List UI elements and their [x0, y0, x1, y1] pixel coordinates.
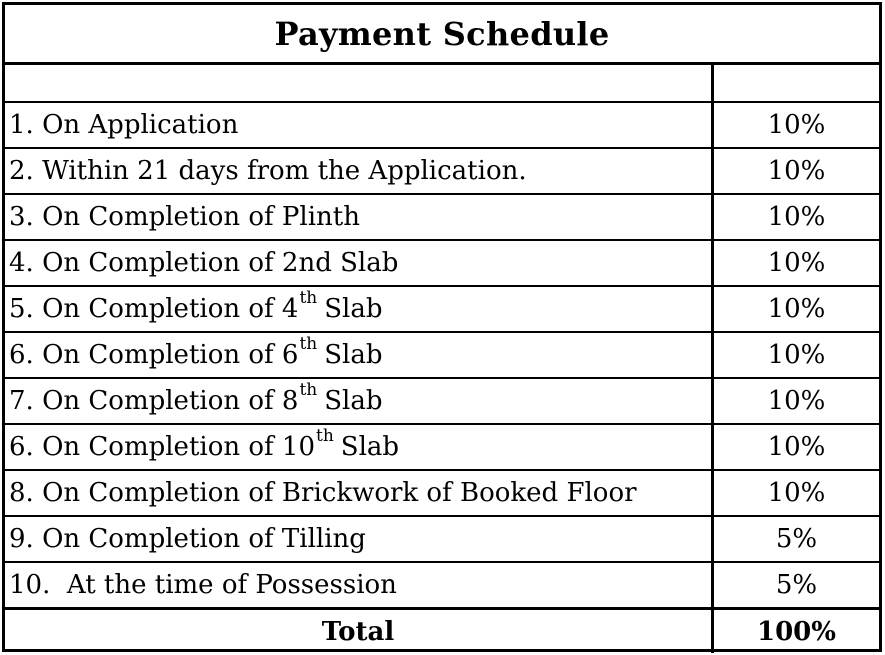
row-label-suffix: Slab — [324, 294, 383, 324]
row-label-prefix: 7. On Completion of 8 — [9, 386, 299, 416]
table-row — [5, 471, 879, 517]
row-value: 10% — [767, 202, 826, 232]
table-row — [5, 195, 879, 241]
row-label: 4. On Completion of 2nd Slab — [5, 241, 714, 285]
row-value: 10% — [767, 386, 826, 416]
payment-schedule-table — [2, 2, 882, 652]
row-label-prefix: 6. On Completion of 10 — [9, 432, 315, 462]
table-row — [5, 149, 879, 195]
row-label-suffix: Slab — [340, 432, 400, 462]
total-value: 100% — [757, 616, 836, 647]
row-value: 10% — [767, 110, 826, 140]
total-label: Total — [5, 610, 714, 653]
row-label: 9. On Completion of Tilling — [5, 517, 714, 561]
row-label: 3. On Completion of Plinth — [5, 195, 714, 239]
row-label-suffix: Slab — [324, 386, 383, 416]
row-label: 10. At the time of Possession — [5, 563, 714, 607]
row-value: 10% — [767, 248, 826, 278]
blank-header-label-cell — [5, 65, 714, 101]
table-row — [5, 333, 879, 379]
table-row — [5, 425, 879, 471]
table-row — [5, 287, 879, 333]
row-label-superscript: th — [299, 334, 318, 354]
row-label — [5, 425, 714, 469]
table-row — [5, 517, 879, 563]
row-label: 2. Within 21 days from the Application. — [5, 149, 714, 193]
row-label-prefix: 6. On Completion of 6 — [9, 340, 299, 370]
row-label-superscript: th — [299, 288, 318, 308]
row-value: 5% — [775, 570, 818, 600]
row-label: 1. On Application — [5, 103, 714, 147]
table-row — [5, 379, 879, 425]
blank-header-value-cell — [714, 65, 879, 101]
row-value: 5% — [775, 524, 818, 554]
row-label-prefix: 5. On Completion of 4 — [9, 294, 299, 324]
table-row — [5, 241, 879, 287]
row-label — [5, 333, 714, 377]
table-row — [5, 103, 879, 149]
row-value: 10% — [767, 294, 826, 324]
row-label — [5, 379, 714, 423]
row-label-superscript: th — [299, 380, 318, 400]
row-value: 10% — [767, 156, 826, 186]
row-value: 10% — [767, 478, 826, 508]
row-value: 10% — [767, 340, 826, 370]
blank-header-row — [5, 65, 879, 103]
table-row — [5, 563, 879, 609]
row-value: 10% — [767, 432, 826, 462]
total-row — [5, 609, 879, 653]
row-label-suffix: Slab — [324, 340, 383, 370]
row-label: 8. On Completion of Brickwork of Booked Floor — [5, 471, 714, 515]
row-label-superscript: th — [316, 426, 334, 446]
table-title: Payment Schedule — [5, 5, 879, 65]
row-label — [5, 287, 714, 331]
